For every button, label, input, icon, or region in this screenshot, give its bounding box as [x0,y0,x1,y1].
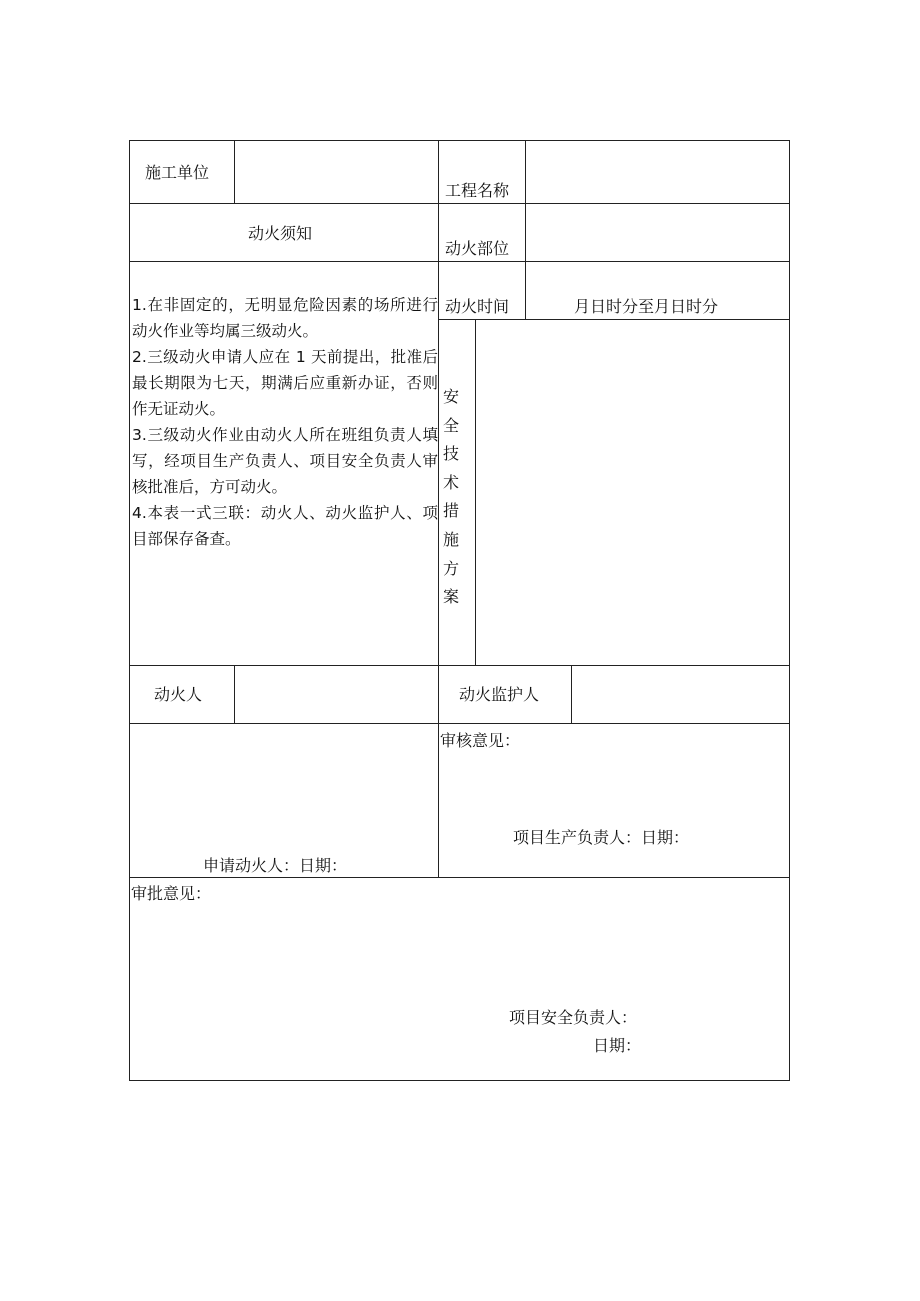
fire-location-field[interactable] [531,224,785,244]
safety-measures-char: 措 [442,501,459,521]
fire-location-label: 动火部位 [445,239,510,258]
project-name-field[interactable] [531,163,785,183]
border-left [129,140,130,1081]
col-divider-d [234,665,235,723]
approval-date-label: 日期： [593,1036,642,1055]
row-divider-2 [129,261,790,262]
safety-measures-char: 安 [442,387,459,406]
safety-measures-label [440,383,462,612]
fire-person-field[interactable] [239,685,434,705]
row-divider-5 [129,723,790,724]
col-divider-c [475,319,476,665]
review-opinion-label: 审核意见： [440,731,521,750]
row-divider-6 [129,877,790,878]
safety-measures-char: 施 [442,529,459,549]
production-manager-signature-label: 项目生产负责人：日期： [513,828,690,847]
fire-guardian-label: 动火监护人 [459,685,540,704]
construction-unit-label: 施工单位 [145,163,210,182]
notice-list [132,292,438,552]
fire-person-label: 动火人 [154,685,203,704]
notice-item-3: 3.三级动火作业由动火人所在班组负责人填写，经项目生产负责人、项目安全负责人审核批准后，方可动火。 [132,426,438,496]
row-divider-3 [438,319,790,320]
col-divider-a [234,140,235,203]
notice-item-1: 1.在非固定的，无明显危险因素的场所进行动火作业等均属三级动火。 [132,296,438,340]
safety-manager-signature-label: 项目安全负责人： [509,1008,638,1027]
border-right [789,140,790,1081]
safety-measures-char: 全 [442,415,459,435]
safety-measures-field[interactable] [481,326,783,658]
col-divider-e [571,665,572,723]
fire-time-label: 动火时间 [445,297,510,316]
approval-opinion-label: 审批意见： [131,884,212,903]
safety-measures-char: 术 [442,472,459,492]
safety-measures-char: 案 [442,587,459,607]
notice-title: 动火须知 [248,224,313,243]
construction-unit-field[interactable] [239,163,434,183]
notice-item-4: 4.本表一式三联：动火人、动火监护人、项目部保存备查。 [132,504,438,548]
border-bottom [129,1080,790,1081]
col-divider-b [525,140,526,319]
notice-item-2: 2.三级动火申请人应在 1 天前提出，批准后最长期限为七天，期满后应重新办证，否则作无证动火。 [132,348,438,418]
applicant-signature-label: 申请动火人：日期： [203,856,348,875]
border-top [129,140,790,141]
hot-work-permit-form [129,140,790,1081]
safety-measures-char: 方 [442,558,459,578]
project-name-label: 工程名称 [445,181,510,200]
fire-guardian-field[interactable] [577,685,783,705]
safety-measures-char: 技 [442,444,459,464]
row-divider-1 [129,203,790,204]
row-divider-4 [129,665,790,666]
fire-time-field[interactable]: 月日时分至月日时分 [574,297,719,316]
col-divider-center [438,140,439,877]
